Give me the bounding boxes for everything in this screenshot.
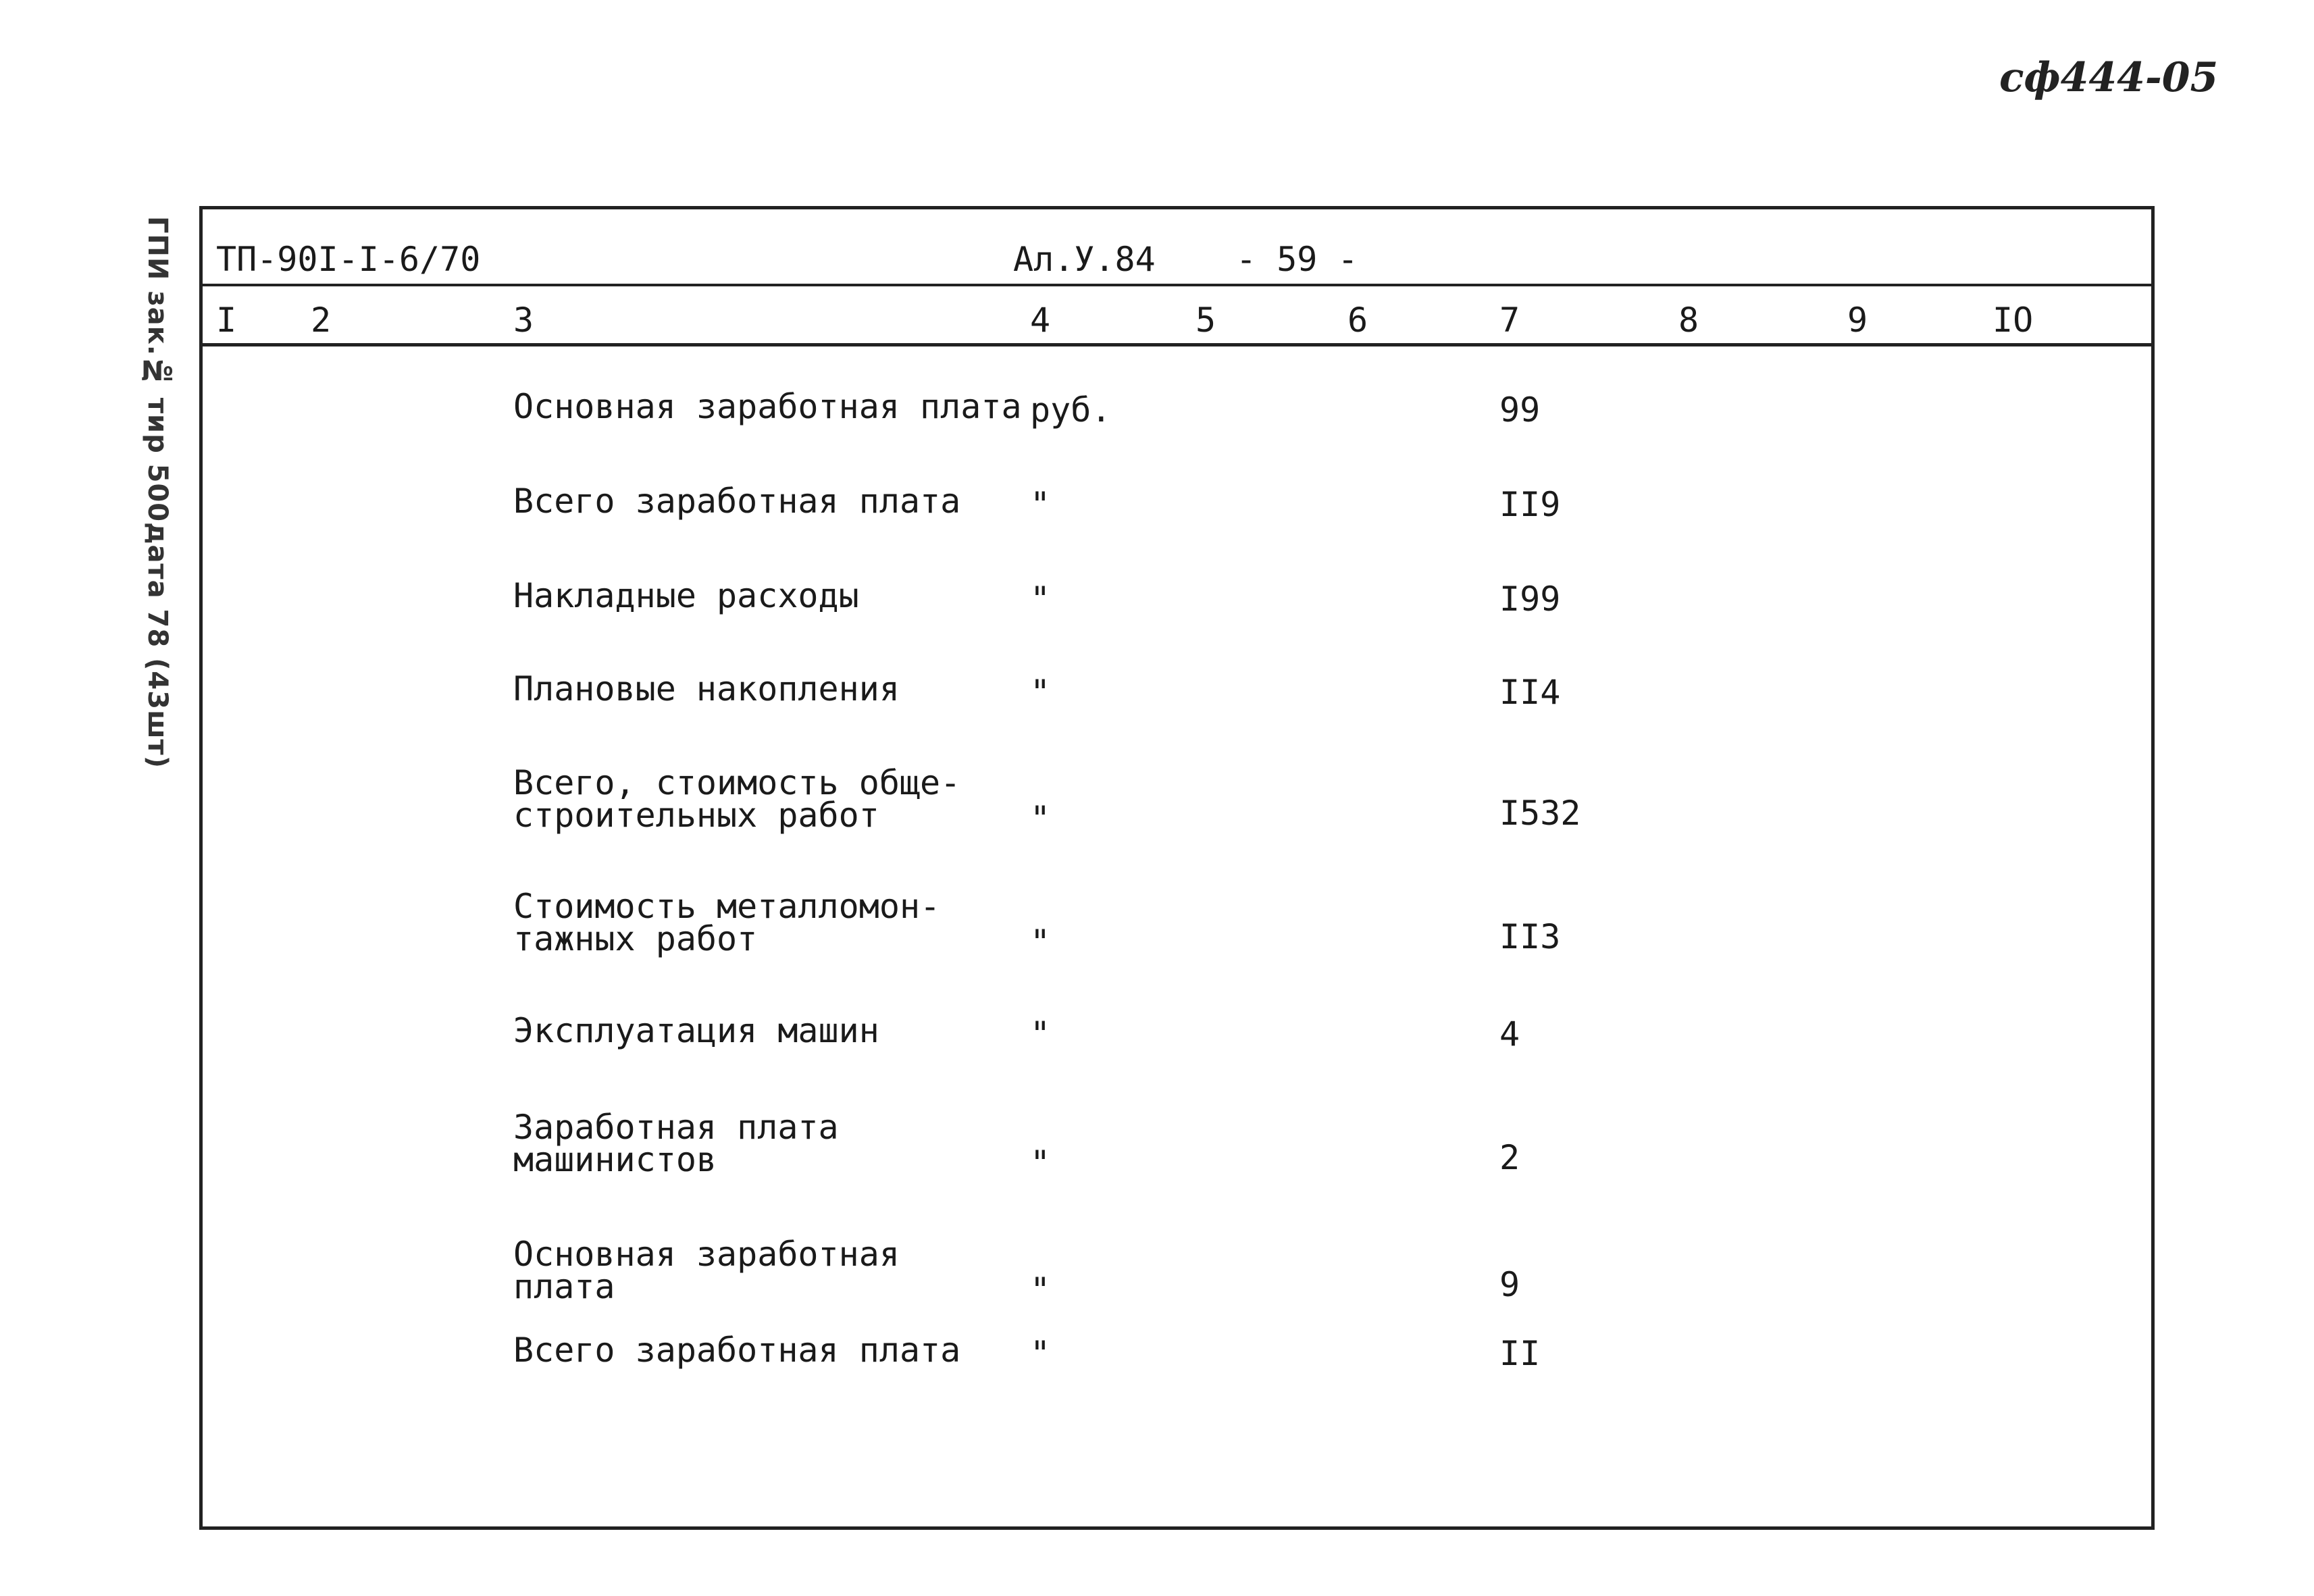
column-number: 8 [1678, 301, 1699, 340]
archive-code-mark: сф444-05 [1999, 54, 2219, 101]
column-number: 9 [1847, 301, 1868, 340]
row-name: Стоимость металломон- тажных работ [513, 887, 941, 958]
row-value: II4 [1499, 673, 1561, 712]
row-unit: " [1030, 1270, 1051, 1310]
row-name: Основная заработная плата [513, 1235, 900, 1306]
row-unit: " [1030, 485, 1051, 524]
row-unit: " [1030, 799, 1051, 838]
row-unit: руб. [1030, 390, 1112, 430]
row-name: Плановые накопления [513, 669, 900, 709]
row-unit: " [1030, 1014, 1051, 1054]
table-frame [199, 206, 2155, 1530]
column-number-row [203, 301, 2151, 341]
row-unit: " [1030, 673, 1051, 712]
row-unit: " [1030, 1143, 1051, 1183]
row-value: 99 [1499, 390, 1541, 430]
row-value: 4 [1499, 1014, 1520, 1054]
print-order-stamp: ГПИ зак.№ тир 500дата 78 (43шт) [142, 216, 173, 769]
row-value: I532 [1499, 794, 1581, 833]
sheet-header [203, 240, 2151, 287]
album-number: Ал.У.84 [1013, 240, 1156, 279]
column-number: I [216, 301, 237, 340]
row-name: Всего, стоимость обще- строительных работ [513, 763, 961, 835]
row-value: I99 [1499, 580, 1561, 619]
row-unit: " [1030, 923, 1051, 962]
row-name: Накладные расходы [513, 576, 859, 615]
column-header-divider [203, 343, 2151, 346]
column-number: 7 [1499, 301, 1520, 340]
row-value: II9 [1499, 485, 1561, 524]
column-number: 6 [1347, 301, 1368, 340]
column-number: 3 [513, 301, 534, 340]
row-name: Всего заработная плата [513, 482, 961, 521]
row-unit: " [1030, 580, 1051, 619]
row-name: Основная заработная плата [513, 387, 1022, 426]
row-value: 9 [1499, 1265, 1520, 1304]
row-name: Всего заработная плата [513, 1331, 961, 1370]
column-number: 4 [1030, 301, 1051, 340]
row-name: Заработная плата машинистов [513, 1108, 839, 1179]
column-number: 2 [311, 301, 332, 340]
page-number: - 59 - [1236, 240, 1358, 279]
row-value: 2 [1499, 1138, 1520, 1177]
row-name: Эксплуатация машин [513, 1011, 879, 1050]
project-code: ТП-90I-I-6/70 [216, 240, 481, 279]
column-number: 5 [1195, 301, 1216, 340]
header-divider [203, 284, 2151, 286]
column-number: IO [1992, 301, 2034, 340]
row-value: II3 [1499, 917, 1561, 956]
row-value: II [1499, 1334, 1541, 1373]
row-unit: " [1030, 1334, 1051, 1373]
